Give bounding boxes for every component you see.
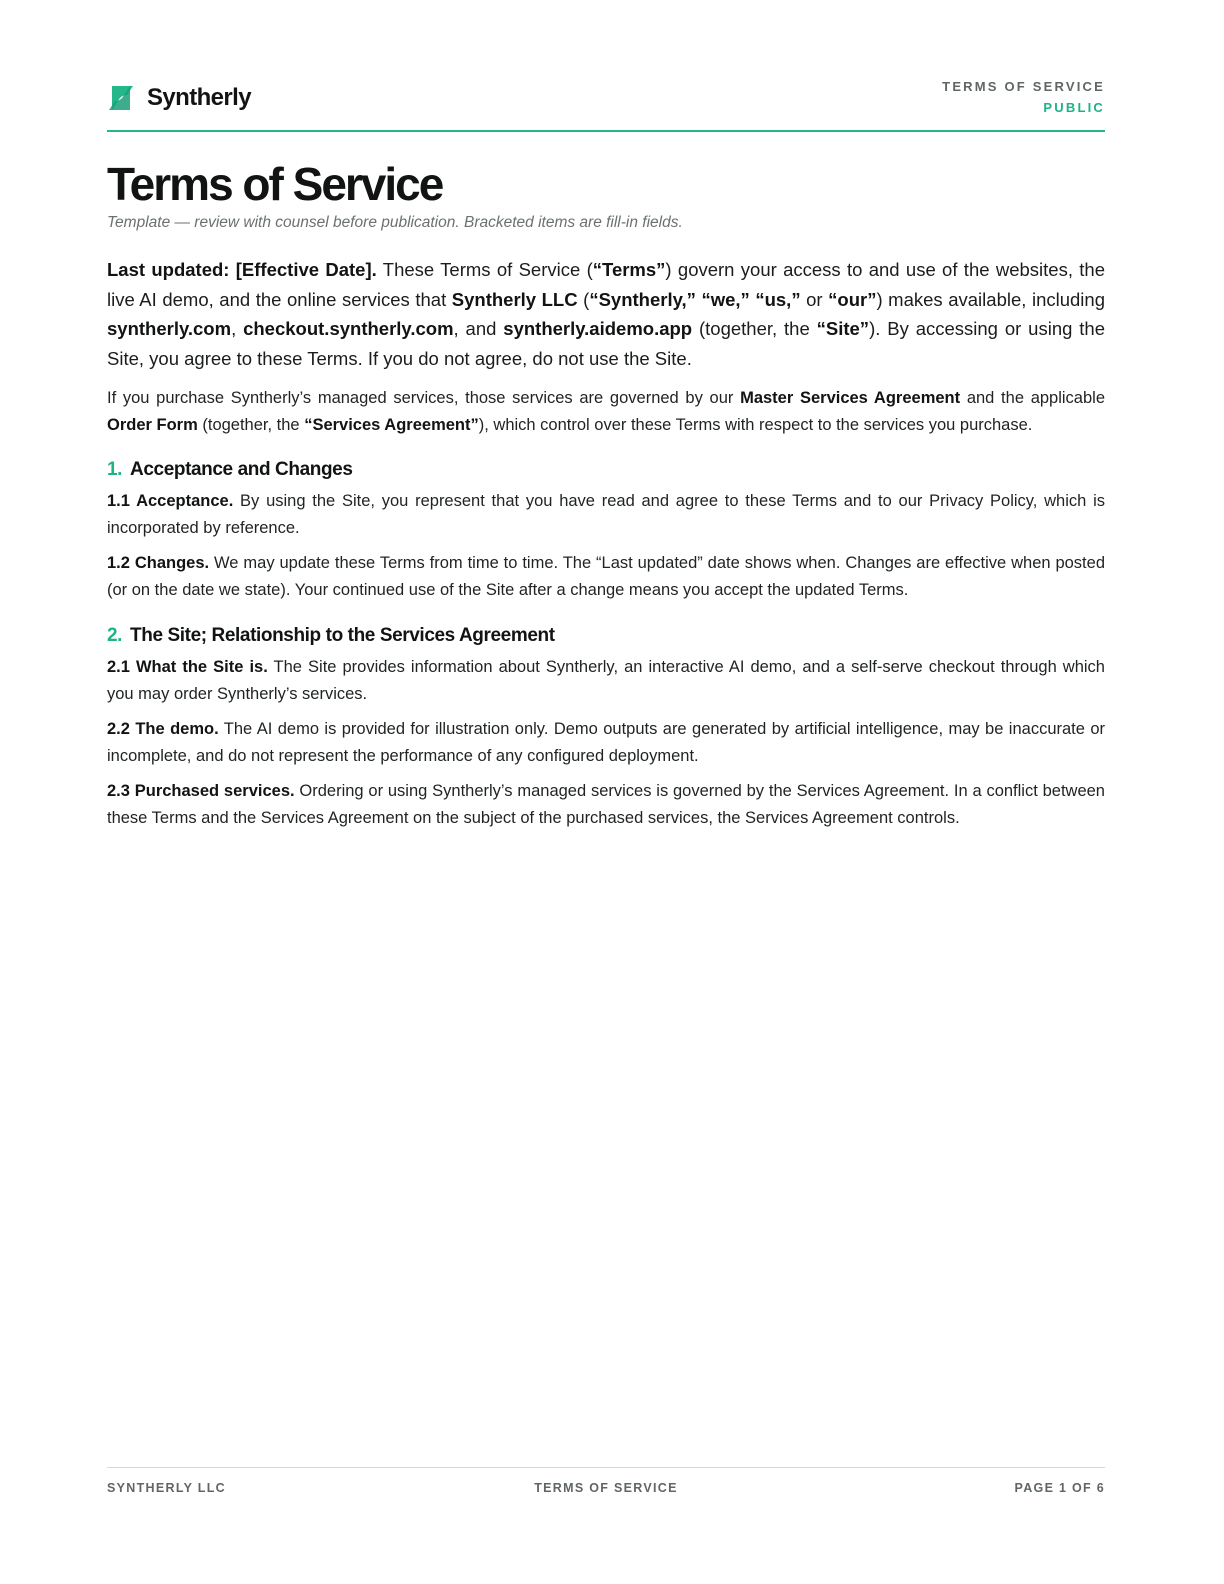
defined-term: “Site”	[816, 318, 870, 339]
footer-document-title: TERMS OF SERVICE	[534, 1481, 678, 1495]
template-notice: Template — review with counsel before publication. Bracketed items are fill-in fields.	[107, 214, 683, 231]
last-updated: Last updated: [Effective Date].	[107, 259, 377, 280]
site-domain: syntherly.com	[107, 318, 232, 339]
company-name: Syntherly LLC	[451, 288, 578, 310]
clause-label: 2.2 The demo.	[107, 720, 219, 738]
brand-name: Syntherly	[147, 84, 251, 111]
clause-label: 1.1 Acceptance.	[107, 492, 234, 510]
intro-text: (	[577, 288, 590, 310]
agreement-name: Master Services Agreement	[740, 389, 961, 407]
services-paragraph	[107, 385, 1105, 438]
document-page	[107, 0, 1105, 1584]
agreement-name: Order Form	[107, 415, 198, 434]
page-title: Terms of Service	[107, 158, 443, 210]
intro-text: (together, the	[692, 318, 817, 339]
intro-text: , and	[453, 318, 504, 339]
defined-term: “Terms”	[592, 259, 666, 280]
clause-text: We may update these Terms from time to time. The “Last updated” date shows when. Changes are effective when posted (or on the date we state). Your continued use of the Site after a change means you accept the updated Terms.	[107, 554, 1105, 599]
syntherly-logo-icon	[107, 84, 135, 112]
visibility-badge: PUBLIC	[1043, 100, 1105, 115]
paragraph-text: ), which control over these Terms with respect to the services you purchase.	[478, 415, 1033, 434]
clause	[107, 654, 1105, 707]
clause-label: 1.2 Changes.	[107, 554, 210, 572]
clause	[107, 716, 1105, 769]
document-body	[107, 255, 1105, 831]
document-type-label: TERMS OF SERVICE	[942, 79, 1105, 94]
document-meta	[942, 78, 1105, 117]
section-heading	[107, 457, 1105, 483]
section-heading	[107, 623, 1105, 649]
section-title: The Site; Relationship to the Services Agreement	[130, 625, 555, 646]
clause	[107, 488, 1105, 541]
clause-text: By using the Site, you represent that you have read and agree to these Terms and to our Privacy Policy, which is incorporated by reference.	[107, 492, 1105, 537]
defined-term: “our”	[828, 288, 877, 310]
page-header	[107, 78, 1105, 132]
page-number: PAGE 1 OF 6	[1014, 1481, 1105, 1495]
defined-term: “us,”	[755, 288, 801, 310]
section-title: Acceptance and Changes	[130, 459, 353, 480]
brand	[107, 84, 251, 112]
clause	[107, 550, 1105, 603]
clause-label: 2.1 What the Site is.	[107, 658, 268, 676]
intro-text: or	[800, 288, 829, 310]
page-footer	[107, 1481, 1105, 1499]
intro-text: ,	[231, 318, 244, 339]
header-divider	[107, 130, 1105, 132]
clause-text: The Site provides information about Syntherly, an interactive AI demo, and a self-serve checkout through which you may order Syntherly’s services.	[107, 658, 1105, 703]
defined-term: “Services Agreement”	[304, 415, 479, 434]
clause-text: Ordering or using Syntherly’s managed services is governed by the Services Agreement. In a conflict between these Terms and the Services Agreement on the subject of the purchased services, the Services Agreement controls.	[107, 782, 1105, 827]
clause-label: 2.3 Purchased services.	[107, 782, 295, 800]
footer-divider	[107, 1467, 1105, 1468]
paragraph-text: (together, the	[197, 415, 305, 434]
intro-paragraph	[107, 255, 1105, 373]
paragraph-text: If you purchase Syntherly’s managed services, those services are governed by our	[107, 389, 741, 407]
section-number: 2.	[107, 625, 123, 646]
defined-term: “we,”	[701, 288, 750, 310]
paragraph-text: and the applicable	[960, 389, 1105, 407]
intro-text: These Terms of Service (	[376, 259, 593, 280]
clause-text: The AI demo is provided for illustration only. Demo outputs are generated by artificial intelligence, may be inaccurate or incomplete, and do not represent the performance of any configured deployment.	[107, 720, 1106, 765]
clause	[107, 778, 1105, 831]
site-domain: checkout.syntherly.com	[243, 318, 454, 339]
intro-text: ). By accessing or using the Site, you agree to these Terms. If you do not agree, do not use the Site.	[107, 318, 1105, 369]
intro-text: ) govern your access to and use of the websites, the live AI demo, and the online services that	[107, 259, 1105, 310]
section-number: 1.	[107, 459, 123, 480]
intro-text: ) makes available, including	[876, 288, 1105, 310]
defined-term: “Syntherly,”	[589, 288, 696, 310]
footer-company: SYNTHERLY LLC	[107, 1481, 226, 1495]
site-domain: syntherly.aidemo.app	[503, 318, 693, 339]
